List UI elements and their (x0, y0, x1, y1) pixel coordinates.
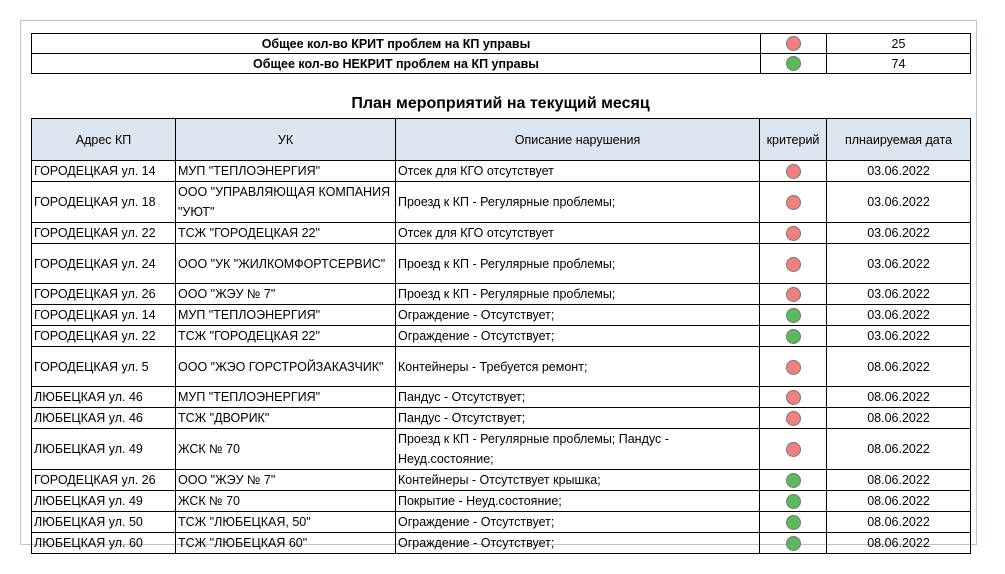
criterion-cell[interactable] (760, 284, 827, 305)
date-cell[interactable]: 08.06.2022 (827, 408, 971, 429)
green-status-icon (786, 515, 801, 530)
green-status-icon (786, 308, 801, 323)
uk-cell[interactable]: ООО "ЖЭУ № 7" (176, 470, 396, 491)
red-status-icon (786, 287, 801, 302)
uk-cell[interactable]: ТСЖ "ГОРОДЕЦКАЯ 22" (176, 326, 396, 347)
criterion-cell[interactable] (760, 161, 827, 182)
description-cell[interactable]: Проезд к КП - Регулярные проблемы; (396, 244, 760, 284)
summary-value[interactable]: 25 (827, 34, 971, 54)
address-cell[interactable]: ГОРОДЕЦКАЯ ул. 5 (32, 347, 176, 387)
date-cell[interactable]: 08.06.2022 (827, 387, 971, 408)
table-row (32, 347, 971, 387)
table-row (32, 161, 971, 182)
description-cell[interactable]: Отсек для КГО отсутствует (396, 161, 760, 182)
address-cell[interactable]: ЛЮБЕЦКАЯ ул. 49 (32, 491, 176, 512)
description-cell[interactable]: Пандус - Отсутствует; (396, 408, 760, 429)
criterion-cell[interactable] (760, 244, 827, 284)
green-status-icon (786, 536, 801, 551)
table-row (32, 429, 971, 470)
summary-row-noncrit (32, 54, 971, 74)
table-row (32, 182, 971, 223)
date-cell[interactable]: 03.06.2022 (827, 284, 971, 305)
description-cell[interactable]: Ограждение - Отсутствует; (396, 512, 760, 533)
description-cell[interactable]: Пандус - Отсутствует; (396, 387, 760, 408)
uk-cell[interactable]: ЖСК № 70 (176, 491, 396, 512)
criterion-cell[interactable] (760, 326, 827, 347)
red-status-icon (786, 411, 801, 426)
criterion-cell[interactable] (760, 470, 827, 491)
table-row (32, 223, 971, 244)
summary-status-cell[interactable] (761, 34, 827, 54)
table-row (32, 533, 971, 554)
address-cell[interactable]: ГОРОДЕЦКАЯ ул. 26 (32, 284, 176, 305)
summary-status-cell[interactable] (761, 54, 827, 74)
plan-table (31, 118, 971, 554)
uk-cell[interactable]: ТСЖ "ГОРОДЕЦКАЯ 22" (176, 223, 396, 244)
summary-table (31, 33, 971, 74)
date-cell[interactable]: 08.06.2022 (827, 347, 971, 387)
date-cell[interactable]: 03.06.2022 (827, 305, 971, 326)
description-cell[interactable]: Ограждение - Отсутствует; (396, 533, 760, 554)
date-cell[interactable]: 03.06.2022 (827, 223, 971, 244)
table-row (32, 470, 971, 491)
red-status-icon (786, 390, 801, 405)
date-cell[interactable]: 08.06.2022 (827, 470, 971, 491)
summary-label[interactable]: Общее кол-во КРИТ проблем на КП управы (32, 34, 761, 54)
summary-value[interactable]: 74 (827, 54, 971, 74)
criterion-cell[interactable] (760, 512, 827, 533)
uk-cell[interactable]: МУП "ТЕПЛОЭНЕРГИЯ" (176, 161, 396, 182)
header-row (32, 119, 971, 161)
uk-cell[interactable]: ООО "ЖЭО ГОРСТРОЙЗАКАЗЧИК" (176, 347, 396, 387)
address-cell[interactable]: ГОРОДЕЦКАЯ ул. 26 (32, 470, 176, 491)
header-address[interactable]: Адрес КП (32, 119, 176, 161)
criterion-cell[interactable] (760, 408, 827, 429)
criterion-cell[interactable] (760, 491, 827, 512)
table-row (32, 387, 971, 408)
plan-title: План мероприятий на текущий месяц (351, 95, 650, 112)
red-status-icon (786, 257, 801, 272)
red-status-icon (786, 360, 801, 375)
uk-cell[interactable]: ТСЖ "ЛЮБЕЦКАЯ, 50" (176, 512, 396, 533)
address-cell[interactable]: ЛЮБЕЦКАЯ ул. 49 (32, 429, 176, 470)
date-cell[interactable]: 08.06.2022 (827, 512, 971, 533)
description-cell[interactable]: Проезд к КП - Регулярные проблемы; (396, 182, 760, 223)
address-cell[interactable]: ЛЮБЕЦКАЯ ул. 50 (32, 512, 176, 533)
address-cell[interactable]: ЛЮБЕЦКАЯ ул. 46 (32, 387, 176, 408)
address-cell[interactable]: ГОРОДЕЦКАЯ ул. 22 (32, 223, 176, 244)
date-cell[interactable]: 08.06.2022 (827, 533, 971, 554)
summary-row-crit (32, 34, 971, 54)
uk-cell[interactable]: ООО "УК "ЖИЛКОМФОРТСЕРВИС" (176, 244, 396, 284)
description-cell[interactable]: Проезд к КП - Регулярные проблемы; Пандус - Неуд.состояние; (396, 429, 760, 470)
description-cell[interactable]: Ограждение - Отсутствует; (396, 305, 760, 326)
criterion-cell[interactable] (760, 347, 827, 387)
table-row (32, 491, 971, 512)
red-status-icon (786, 226, 801, 241)
uk-cell[interactable]: ТСЖ "ДВОРИК" (176, 408, 396, 429)
date-cell[interactable]: 08.06.2022 (827, 429, 971, 470)
red-status-icon (786, 195, 801, 210)
summary-label[interactable]: Общее кол-во НЕКРИТ проблем на КП управы (32, 54, 761, 74)
address-cell[interactable]: ГОРОДЕЦКАЯ ул. 14 (32, 161, 176, 182)
uk-cell[interactable]: ТСЖ "ЛЮБЕЦКАЯ 60" (176, 533, 396, 554)
description-cell[interactable]: Отсек для КГО отсутствует (396, 223, 760, 244)
description-cell[interactable]: Проезд к КП - Регулярные проблемы; (396, 284, 760, 305)
date-cell[interactable]: 03.06.2022 (827, 161, 971, 182)
uk-cell[interactable]: МУП "ТЕПЛОЭНЕРГИЯ" (176, 387, 396, 408)
red-status-icon (786, 164, 801, 179)
criterion-cell[interactable] (760, 387, 827, 408)
table-row (32, 244, 971, 284)
address-cell[interactable]: ЛЮБЕЦКАЯ ул. 60 (32, 533, 176, 554)
description-cell[interactable]: Ограждение - Отсутствует; (396, 326, 760, 347)
green-status-icon (786, 494, 801, 509)
date-cell[interactable]: 08.06.2022 (827, 491, 971, 512)
address-cell[interactable]: ГОРОДЕЦКАЯ ул. 14 (32, 305, 176, 326)
address-cell[interactable]: ГОРОДЕЦКАЯ ул. 18 (32, 182, 176, 223)
criterion-cell[interactable] (760, 223, 827, 244)
criterion-cell[interactable] (760, 182, 827, 223)
uk-cell[interactable]: МУП "ТЕПЛОЭНЕРГИЯ" (176, 305, 396, 326)
uk-cell[interactable]: ЖСК № 70 (176, 429, 396, 470)
green-status-icon (786, 473, 801, 488)
table-row (32, 284, 971, 305)
address-cell[interactable]: ГОРОДЕЦКАЯ ул. 24 (32, 244, 176, 284)
uk-cell[interactable]: ООО "ЖЭУ № 7" (176, 284, 396, 305)
header-criterion[interactable]: критерий (760, 119, 827, 161)
criterion-cell[interactable] (760, 533, 827, 554)
green-status-icon (786, 56, 801, 71)
header-uk[interactable]: УК (176, 119, 396, 161)
header-date[interactable]: плнаируемая дата (827, 119, 971, 161)
address-cell[interactable]: ГОРОДЕЦКАЯ ул. 22 (32, 326, 176, 347)
address-cell[interactable]: ЛЮБЕЦКАЯ ул. 46 (32, 408, 176, 429)
date-cell[interactable]: 03.06.2022 (827, 326, 971, 347)
description-cell[interactable]: Покрытие - Неуд.состояние; (396, 491, 760, 512)
red-status-icon (786, 36, 801, 51)
description-cell[interactable]: Контейнеры - Отсутствует крышка; (396, 470, 760, 491)
description-cell[interactable]: Контейнеры - Требуется ремонт; (396, 347, 760, 387)
table-row (32, 408, 971, 429)
uk-cell[interactable]: ООО "УПРАВЛЯЮЩАЯ КОМПАНИЯ "УЮТ" (176, 182, 396, 223)
date-cell[interactable]: 03.06.2022 (827, 182, 971, 223)
red-status-icon (786, 442, 801, 457)
table-row (32, 305, 971, 326)
table-row (32, 512, 971, 533)
green-status-icon (786, 329, 801, 344)
criterion-cell[interactable] (760, 429, 827, 470)
criterion-cell[interactable] (760, 305, 827, 326)
header-description[interactable]: Описание нарушения (396, 119, 760, 161)
date-cell[interactable]: 03.06.2022 (827, 244, 971, 284)
table-row (32, 326, 971, 347)
